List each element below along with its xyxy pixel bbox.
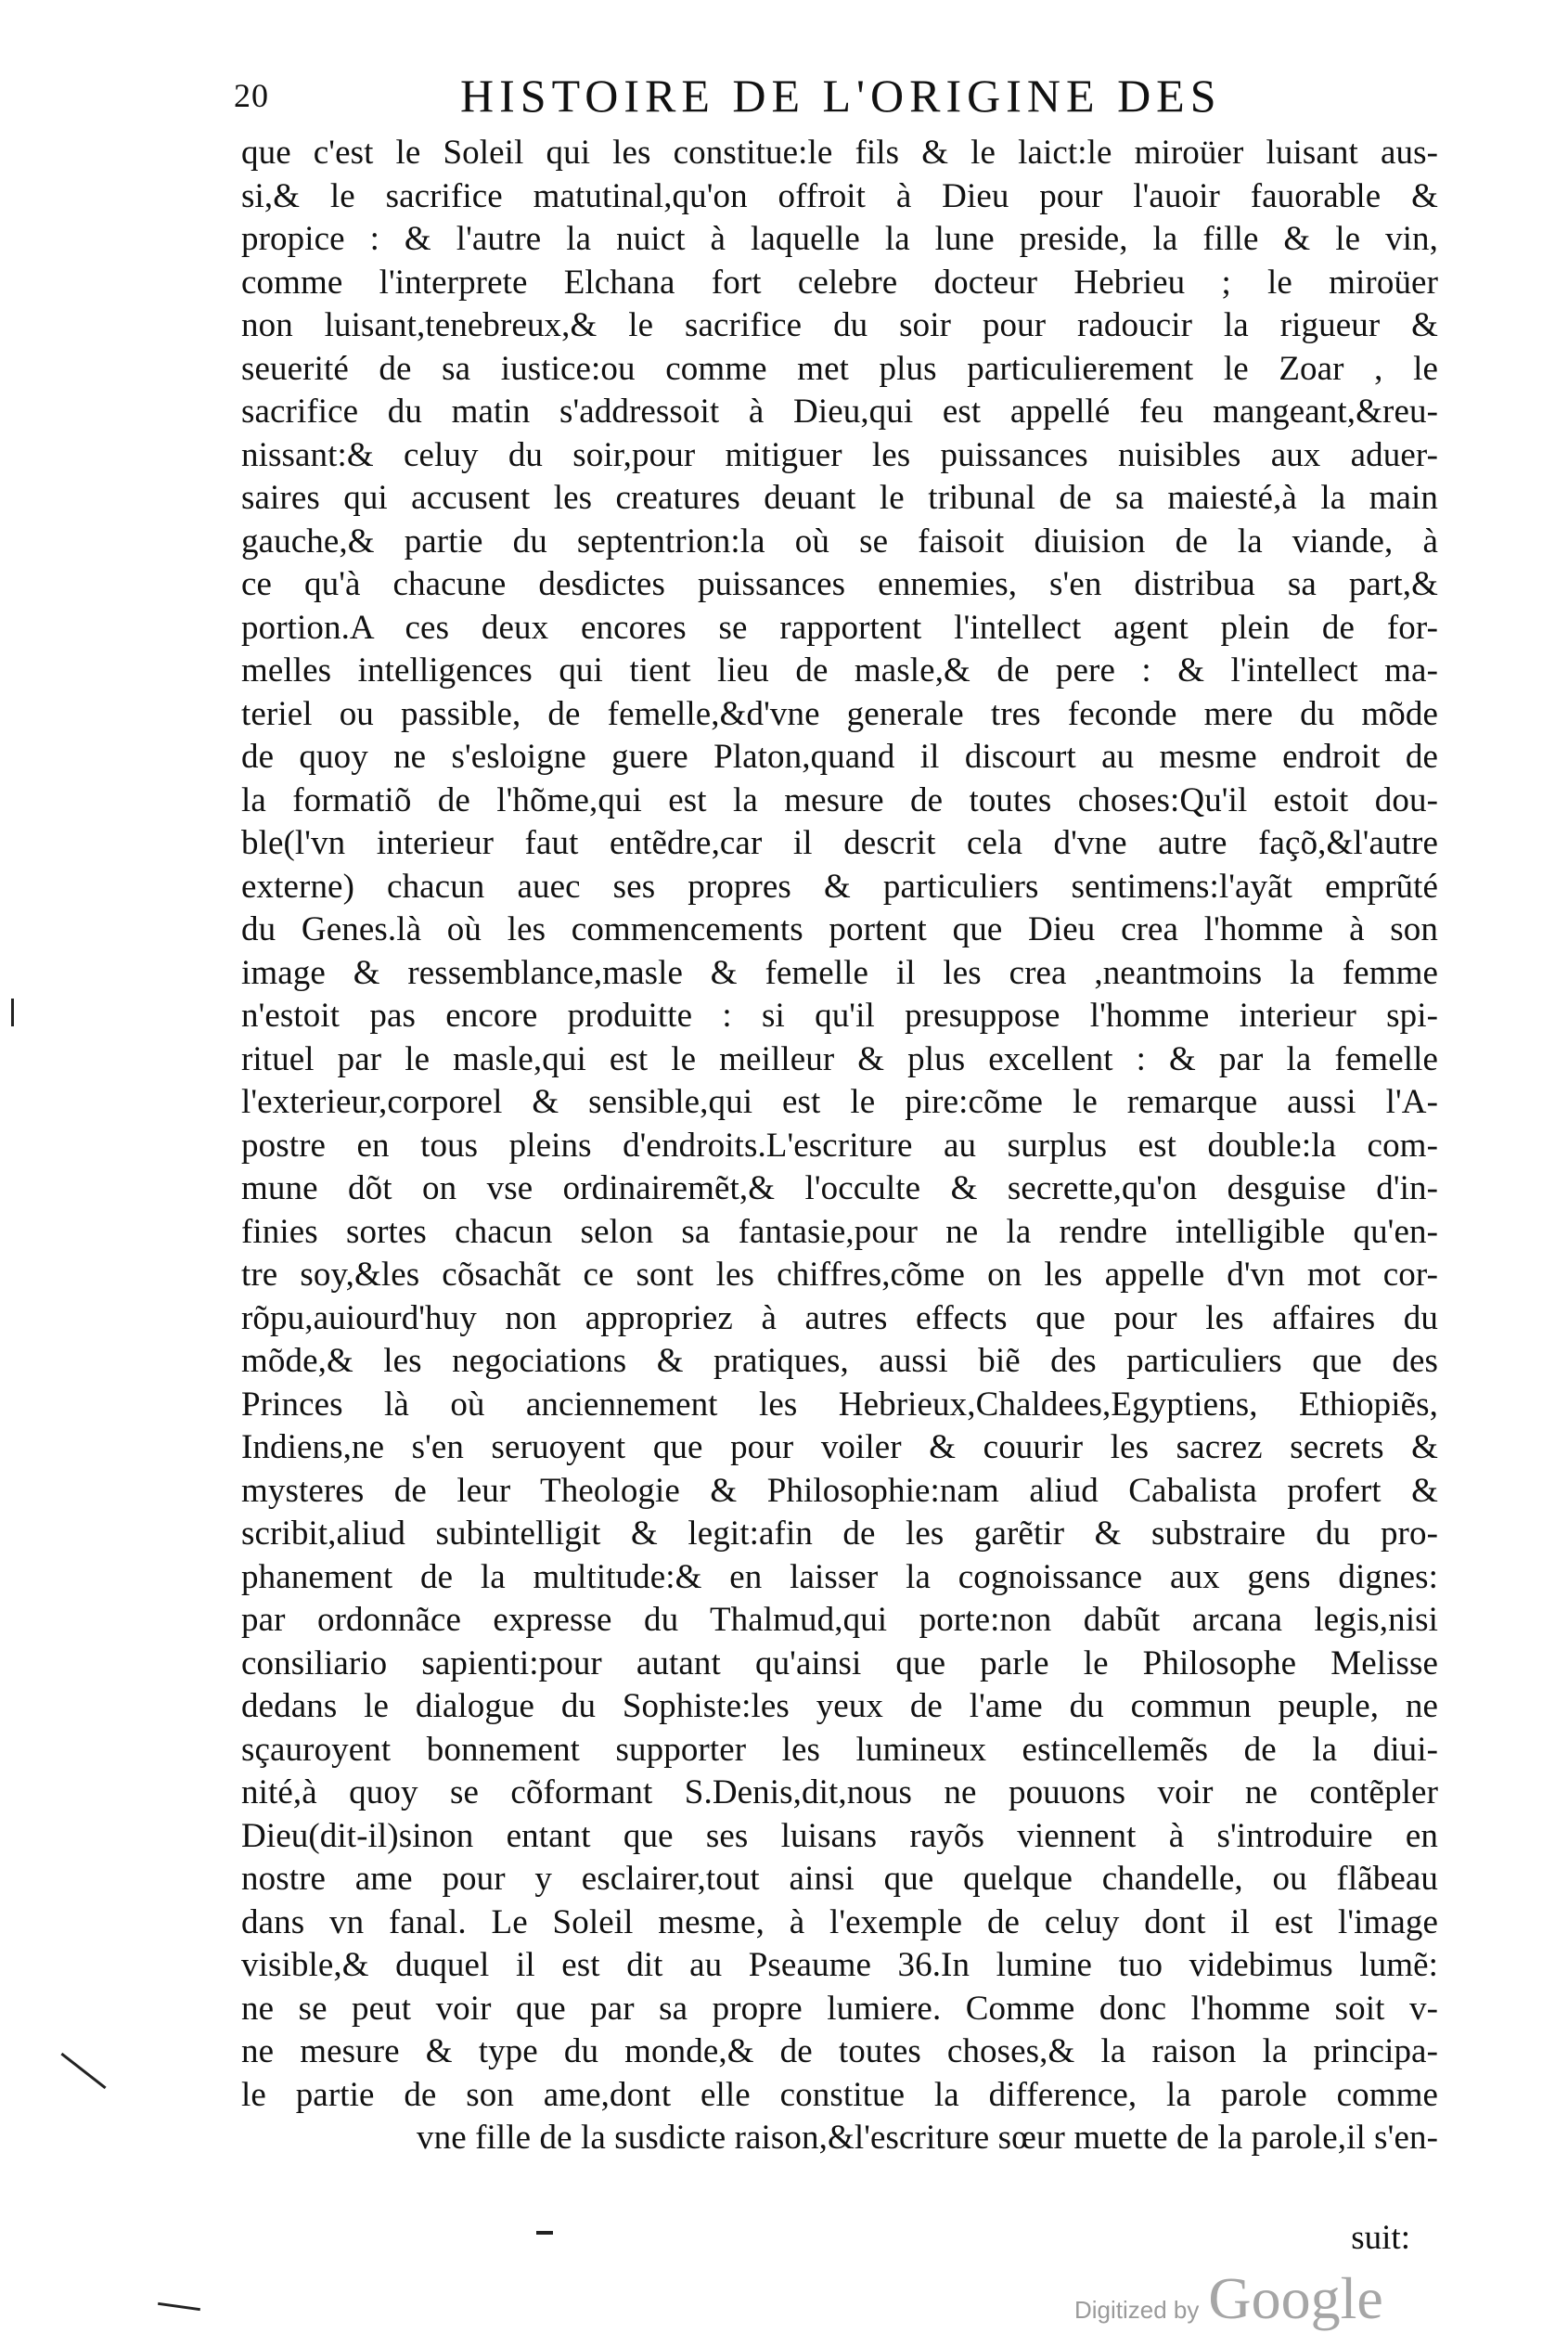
text-line: Princes là où anciennement les Hebrieux,Chaldees,Egyptiens, Ethiopiẽs, [241, 1385, 1438, 1424]
text-line: consiliario sapienti:pour autant qu'ainsi que parle le Philosophe Melisse [241, 1643, 1438, 1682]
text-line: visible,& duquel il est dit au Pseaume 36.In lumine tuo videbimus lumẽ: [241, 1946, 1438, 1984]
text-line: scribit,aliud subintelligit & legit:afin de les garẽtir & substraire du pro- [241, 1515, 1438, 1553]
text-line: nissant:& celuy du soir,pour mitiguer les puissances nuisibles aux aduer- [241, 435, 1438, 474]
text-line: nité,à quoy se cõformant S.Denis,dit,nous ne pouuons voir ne contẽpler [241, 1773, 1438, 1811]
text-line: de quoy ne s'esloigne guere Platon,quand il discourt au mesme endroit de [241, 738, 1438, 776]
running-title: HISTOIRE DE L'ORIGINE DES [460, 70, 1222, 122]
text-line: saires qui accusent les creatures deuant le tribunal de sa maiesté,à la main [241, 479, 1438, 517]
text-line: portion.A ces deux encores se rapportent l'intellect agent plein de for- [241, 608, 1438, 647]
text-line: ble(l'vn interieur faut entẽdre,car il descrit cela d'vne autre façõ,&l'autre [241, 824, 1438, 862]
text-line: du Genes.là où les commencements portent que Dieu crea l'homme à son [241, 910, 1438, 948]
body-text [241, 132, 1438, 2160]
text-line: seuerité de sa iustice:ou comme met plus particulierement le Zoar , le [241, 349, 1438, 388]
text-line: sçauroyent bonnement supporter les lumineux estincellemẽs de la diui- [241, 1730, 1438, 1769]
text-line: ne se peut voir que par sa propre lumiere. Comme donc l'homme soit v- [241, 1989, 1438, 2028]
text-line: postre en tous pleins d'endroits.L'escriture au surplus est double:la com- [241, 1126, 1438, 1165]
text-line: vne fille de la susdicte raison,&l'escriture sœur muette de la parole,il s'en- [417, 2119, 1438, 2157]
text-line: dans vn fanal. Le Soleil mesme, à l'exemple de celuy dont il est l'image [241, 1902, 1438, 1941]
text-line: melles intelligences qui tient lieu de masle,& de pere : & l'intellect ma- [241, 651, 1438, 690]
text-line: Dieu(dit-il)sinon entant que ses luisans rayõs viennent à s'introduire en [241, 1816, 1438, 1855]
digitized-by-label: Digitized by [1074, 2296, 1200, 2324]
google-logo: Google [1208, 2265, 1383, 2331]
text-line: mysteres de leur Theologie & Philosophie:nam aliud Cabalista profert & [241, 1471, 1438, 1510]
text-line: rõpu,auiourd'huy non appropriez à autres effects que pour les affaires du [241, 1298, 1438, 1337]
text-line: si,& le sacrifice matutinal,qu'on offroit à Dieu pour l'auoir fauorable & [241, 176, 1438, 215]
page-number: 20 [234, 77, 269, 114]
text-line: propice : & l'autre la nuict à laquelle la lune preside, la fille & le vin, [241, 220, 1438, 258]
text-line: le partie de son ame,dont elle constitue la difference, la parole comme [241, 2075, 1438, 2114]
text-line: nostre ame pour y esclairer,tout ainsi que quelque chandelle, ou flãbeau [241, 1860, 1438, 1898]
margin-mark-left [11, 999, 14, 1026]
text-line: la formatiõ de l'hõme,qui est la mesure de toutes choses:Qu'il estoit dou- [241, 780, 1438, 819]
text-line: gauche,& partie du septentrion:la où se faisoit diuision de la viande, à [241, 522, 1438, 561]
text-line: que c'est le Soleil qui les constitue:le fils & le laict:le miroüer luisant aus- [241, 134, 1438, 172]
text-line: non luisant,tenebreux,& le sacrifice du soir pour radoucir la rigueur & [241, 306, 1438, 344]
text-line: externe) chacun auec ses propres & particuliers sentimens:l'ayãt emprũté [241, 867, 1438, 906]
text-line: ne mesure & type du monde,& de toutes choses,& la raison la principa- [241, 2032, 1438, 2070]
text-line: l'exterieur,corporel & sensible,qui est le pire:cõme le remarque aussi l'A- [241, 1083, 1438, 1121]
margin-mark-bottom-left [158, 2302, 200, 2311]
text-line: rituel par le masle,qui est le meilleur & plus excellent : & par la femelle [241, 1039, 1438, 1078]
text-line: tre soy,&les cõsachãt ce sont les chiffres,cõme on les appelle d'vn mot cor- [241, 1256, 1438, 1294]
text-line: mõde,& les negociations & pratiques, aussi biẽ des particuliers que des [241, 1342, 1438, 1380]
text-line: dedans le dialogue du Sophiste:les yeux de l'ame du commun peuple, ne [241, 1687, 1438, 1725]
margin-mark-lower-left [60, 2053, 106, 2089]
text-line: finies sortes chacun selon sa fantasie,pour ne la rendre intelligible qu'en- [241, 1212, 1438, 1251]
text-line: ce qu'à chacune desdictes puissances ennemies, s'en distribua sa part,& [241, 565, 1438, 603]
digitized-by-watermark [1074, 2264, 1383, 2333]
text-line: Indiens,ne s'en seruoyent que pour voiler & couurir les sacrez secrets & [241, 1428, 1438, 1466]
text-line: n'estoit pas encore produitte : si qu'il presuppose l'homme interieur spi- [241, 997, 1438, 1035]
margin-dash-bottom [536, 2231, 553, 2235]
text-line: image & ressemblance,masle & femelle il les crea ,neantmoins la femme [241, 953, 1438, 992]
text-line: phanement de la multitude:& en laisser la cognoissance aux gens dignes: [241, 1557, 1438, 1596]
text-line: par ordonnãce expresse du Thalmud,qui porte:non dabũt arcana legis,nisi [241, 1601, 1438, 1639]
text-line: teriel ou passible, de femelle,&d'vne generale tres feconde mere du mõde [241, 694, 1438, 733]
text-line: comme l'interprete Elchana fort celebre docteur Hebrieu ; le miroüer [241, 263, 1438, 302]
text-line: sacrifice du matin s'addressoit à Dieu,qui est appellé feu mangeant,&reu- [241, 393, 1438, 431]
catchword: suit: [1351, 2219, 1410, 2257]
text-line: mune dõt on vse ordinairemẽt,& l'occulte & secrette,qu'on desguise d'in- [241, 1169, 1438, 1207]
